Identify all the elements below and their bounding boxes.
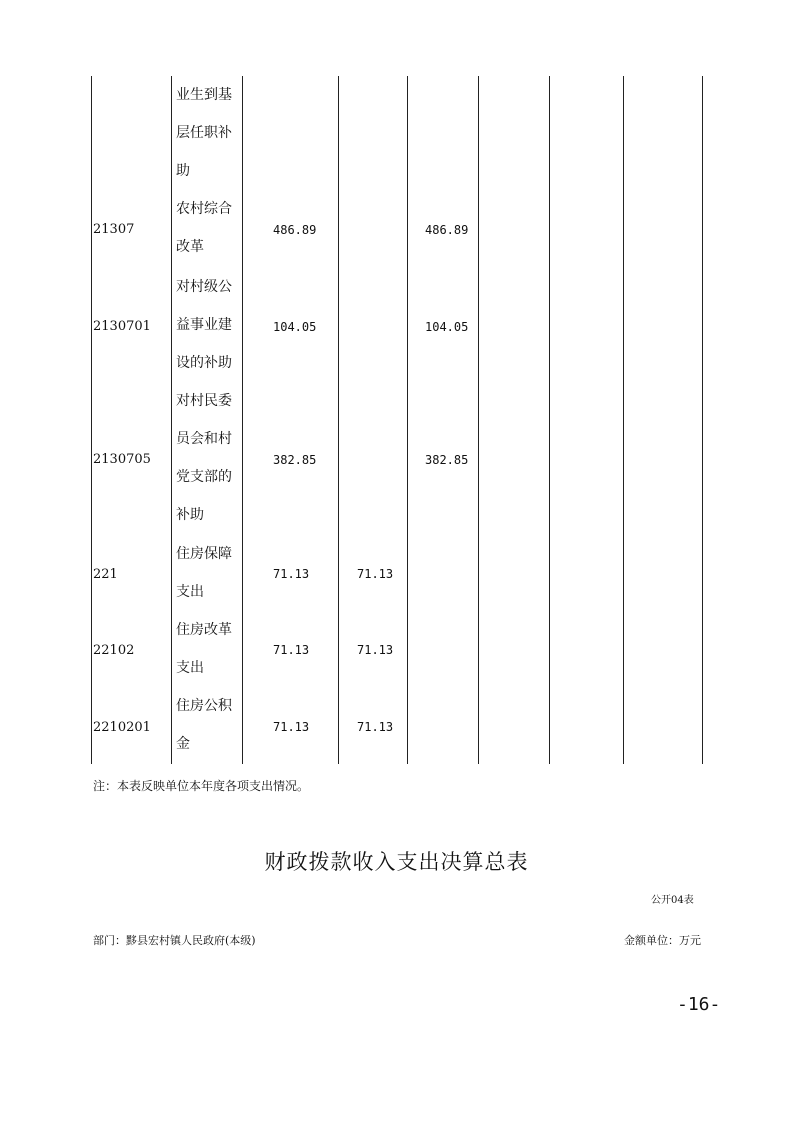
row-1-value-3: 486.89: [425, 223, 469, 237]
table-vline-6: [478, 76, 479, 764]
section-title: 财政拨款收入支出决算总表: [264, 850, 529, 874]
row-6-code: 2210201: [93, 720, 151, 735]
table-vline-7: [549, 76, 550, 764]
row-2-value-3: 104.05: [425, 320, 469, 334]
table-vline-2: [171, 76, 172, 764]
row-3-value-3: 382.85: [425, 453, 469, 467]
row-0-name: 业生到基 层任职补 助: [176, 87, 232, 179]
table-vline-3: [242, 76, 243, 764]
row-3-code: 2130705: [93, 452, 151, 467]
row-1-code: 21307: [93, 222, 135, 237]
row-6-value-1: 71.13: [273, 720, 310, 734]
row-4-name: 住房保障 支出: [176, 546, 232, 600]
row-2-value-1: 104.05: [273, 320, 317, 334]
row-6-name: 住房公积 金: [176, 698, 232, 752]
row-1-name: 农村综合 改革: [176, 201, 232, 255]
row-3-name: 对村民委 员会和村 党支部的 补助: [176, 393, 232, 523]
table-vline-9: [702, 76, 703, 764]
amount-unit-label: 金额单位：万元: [624, 934, 701, 947]
row-5-code: 22102: [93, 643, 135, 658]
row-5-value-1: 71.13: [273, 643, 310, 657]
row-5-value-2: 71.13: [357, 643, 394, 657]
row-5-name: 住房改革 支出: [176, 622, 232, 676]
table-vline-5: [407, 76, 408, 764]
row-4-value-2: 71.13: [357, 567, 394, 581]
row-6-value-2: 71.13: [357, 720, 394, 734]
table-number: 公开04表: [651, 895, 694, 906]
row-2-code: 2130701: [93, 319, 151, 334]
table-vline-4: [338, 76, 339, 764]
row-1-value-1: 486.89: [273, 223, 317, 237]
row-4-value-1: 71.13: [273, 567, 310, 581]
table-vline-8: [623, 76, 624, 764]
page-number: -16-: [677, 994, 721, 1015]
table-vline-1: [91, 76, 92, 764]
row-2-name: 对村级公 益事业建 设的补助: [176, 279, 232, 371]
department-label: 部门：黟县宏村镇人民政府(本级): [93, 934, 256, 947]
row-3-value-1: 382.85: [273, 453, 317, 467]
table-note: 注：本表反映单位本年度各项支出情况。: [93, 779, 310, 793]
row-4-code: 221: [93, 567, 118, 582]
